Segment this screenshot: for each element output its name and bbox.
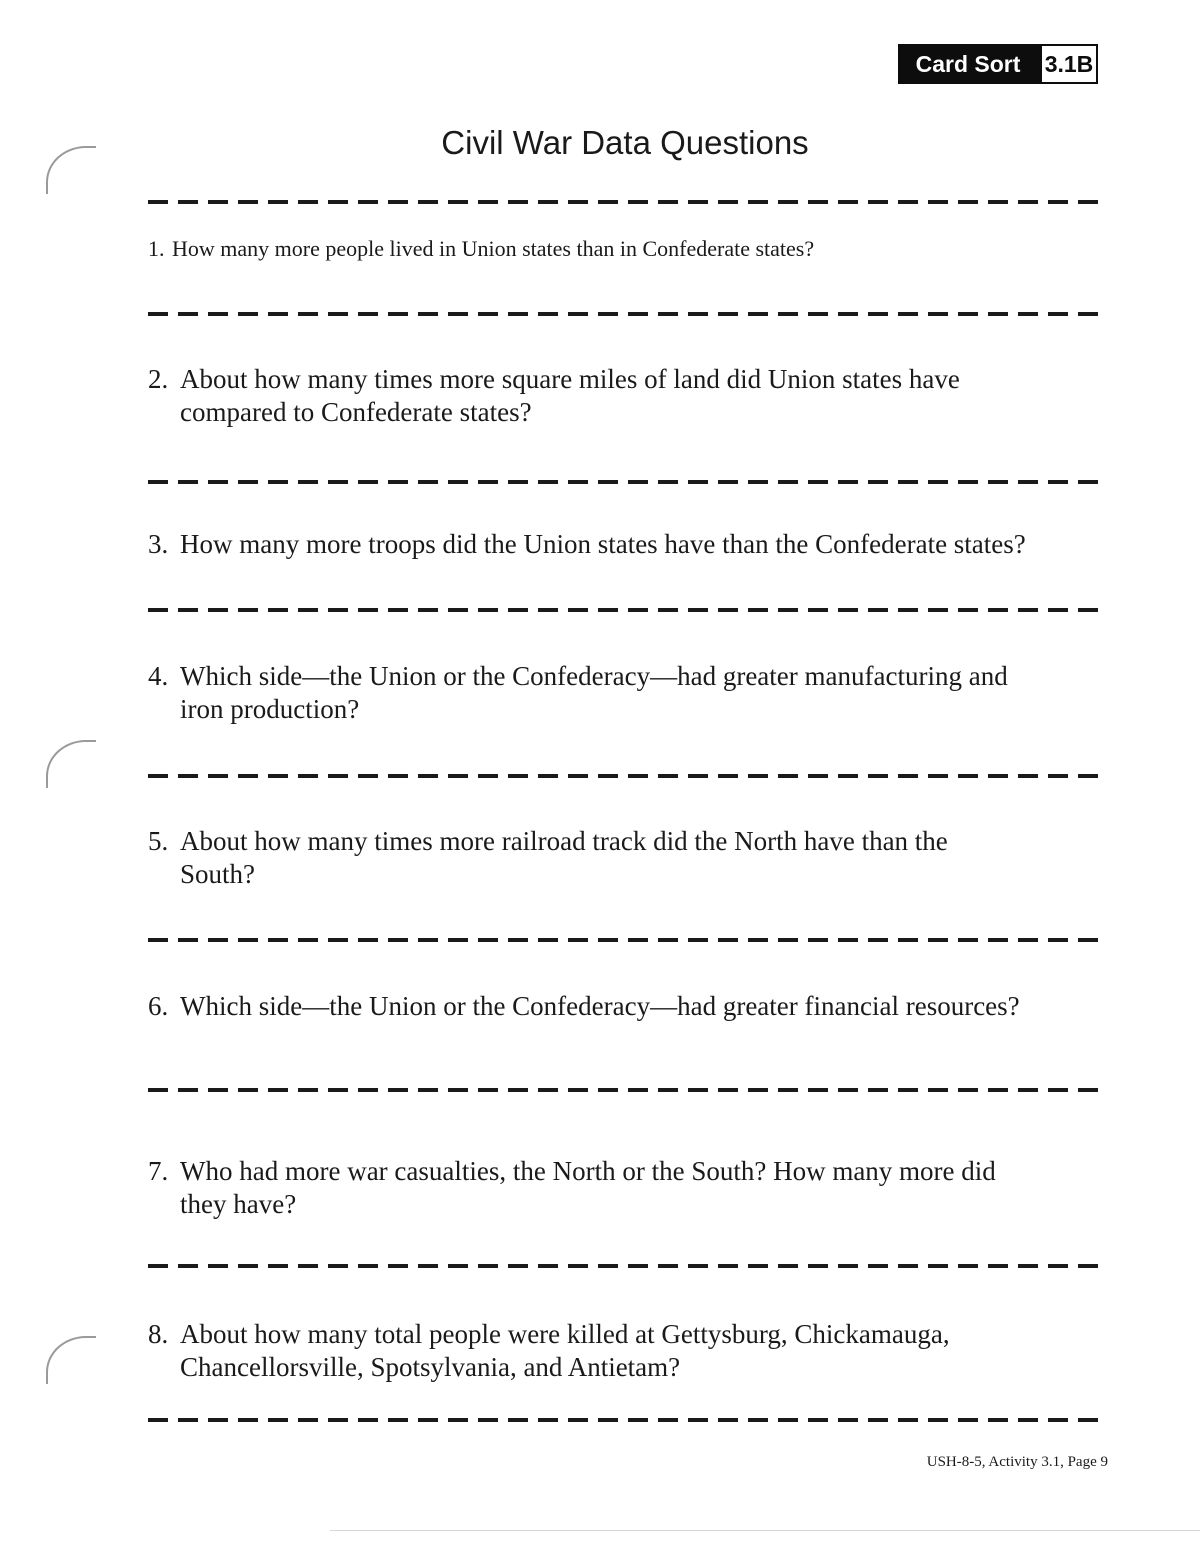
page-title: Civil War Data Questions [441,124,809,161]
question-card [148,1318,1048,1384]
cut-line [148,480,1106,484]
question-card [148,363,1048,429]
page-footer: USH-8-5, Activity 3.1, Page 9 [926,1454,1108,1470]
question-number: 7. [148,1156,169,1186]
question-text: How many more people lived in Union states than in Confederate states? [172,236,815,261]
badge-code: 3.1B [1040,44,1098,84]
question-text: About how many times more railroad track did the North have than the South? [180,826,948,889]
cut-line [148,608,1106,612]
cut-line [148,938,1106,942]
question-text: How many more troops did the Union states have than the Confederate states? [180,529,1026,559]
badge-label: Card Sort [898,44,1040,84]
question-number: 4. [148,661,169,691]
question-text: About how many times more square miles of land did Union states have compared to Confederate states? [180,364,960,427]
question-number: 6. [148,991,169,1021]
cut-line [148,774,1106,778]
scan-edge-line [330,1530,1200,1531]
question-card [148,528,1118,561]
question-text: Which side—the Union or the Confederacy—had greater manufacturing and iron production? [180,661,1008,724]
question-number: 3. [148,529,169,559]
question-card [148,660,1048,726]
binder-hole-bottom [46,1336,96,1384]
card-sort-badge [898,44,1098,84]
question-number: 8. [148,1319,169,1349]
question-number: 2. [148,364,169,394]
question-card [148,1155,1048,1221]
question-number: 5. [148,826,169,856]
question-card [148,235,1118,263]
question-text: Who had more war casualties, the North or the South? How many more did they have? [180,1156,996,1219]
question-text: Which side—the Union or the Confederacy—had greater financial resources? [180,991,1020,1021]
cut-line [148,312,1106,316]
binder-hole-middle [46,740,96,788]
cut-line [148,1264,1106,1268]
question-card [148,990,1118,1023]
cut-line [148,200,1106,204]
cut-line [148,1418,1106,1422]
cut-line [148,1088,1106,1092]
question-text: About how many total people were killed at Gettysburg, Chickamauga, Chancellorsville, Spotsylvania, and Antietam? [180,1319,950,1382]
question-number: 1. [148,236,165,261]
question-card [148,825,988,891]
